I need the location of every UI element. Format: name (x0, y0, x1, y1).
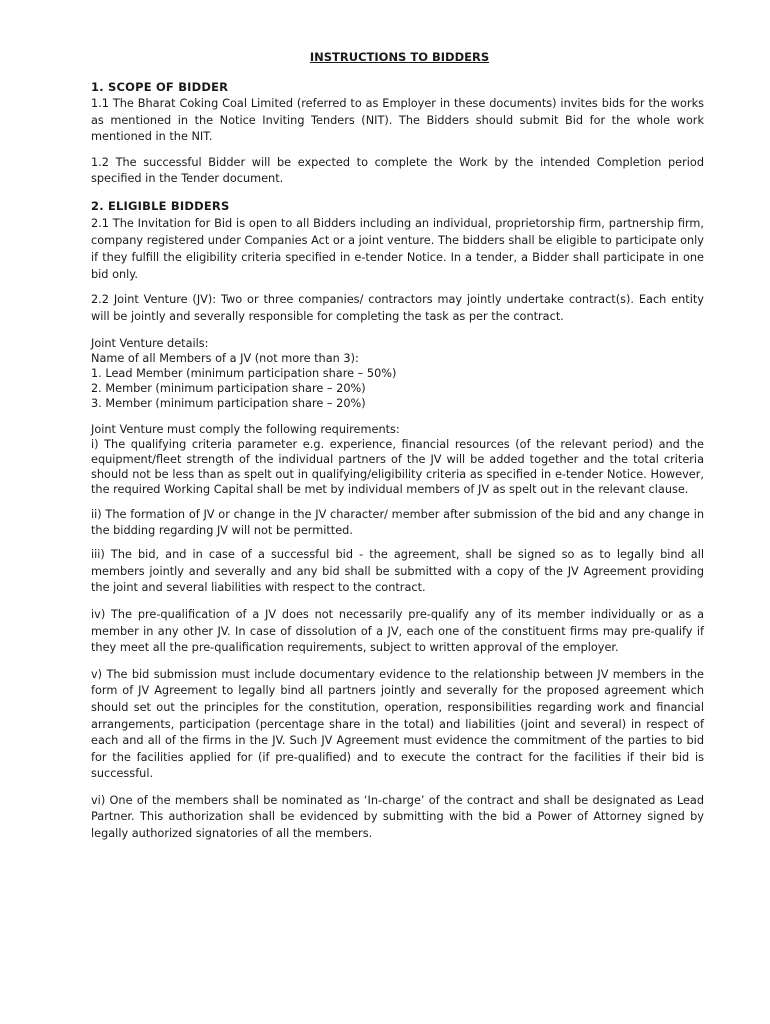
jv-details-heading: Joint Venture details: (91, 337, 209, 351)
requirement-vi: vi) One of the members shall be nominated as ‘In-charge’ of the contract and shall be designated as Lead Partner. This authorization shall be evidenced by submitting with the bid a Power of Attorney signed by legally authorized signatories of all the members. (91, 793, 704, 841)
jv-member-1: 1. Lead Member (minimum participation share – 50%) (91, 367, 397, 381)
paragraph-1-2: 1.2 The successful Bidder will be expected to complete the Work by the intended Completion period specified in the Tender document. (91, 155, 704, 186)
requirement-v: v) The bid submission must include documentary evidence to the relationship between JV members in the form of JV Agreement to legally bind all partners jointly and severally for the proposed agreement which should set out the principles for the constitution, operation, responsibilities regarding work and financial arrangements, participation (percentage share in the total) and liabilities (joint and several) in respect of each and all of the firms in the JV. Such JV Agreement must evidence the commitment of the parties to bid for the facilities applied for (if pre-qualified) and to execute the contract for the facilities if their bid is successful. (91, 667, 704, 781)
paragraph-2-1: 2.1 The Invitation for Bid is open to all Bidders including an individual, proprietorship firm, partnership firm, company registered under Companies Act or a joint venture. The bidders shall be eligible to participate only if they fulfill the eligibility criteria specified in e-tender Notice. In a tender, a Bidder shall participate in one bid only. (91, 216, 704, 281)
jv-member-3: 3. Member (minimum participation share – 20%) (91, 397, 366, 411)
jv-requirements (91, 422, 704, 497)
requirement-iii: iii) The bid, and in case of a successful bid - the agreement, shall be signed so as to legally bind all members jointly and severally and any bid shall be submitted with a copy of the JV Agreement providing the joint and several liabilities with respect to the contract. (91, 548, 704, 595)
paragraph-2-2: 2.2 Joint Venture (JV): Two or three companies/ contractors may jointly undertake contract(s). Each entity will be jointly and severally responsible for completing the task as per the contract. (91, 292, 704, 323)
jv-details (91, 336, 704, 411)
jv-members-label: Name of all Members of a JV (not more than 3): (91, 352, 359, 366)
paragraph-1-1: 1.1 The Bharat Coking Coal Limited (referred to as Employer in these documents) invites bids for the works as mentioned in the Notice Inviting Tenders (NIT). The Bidders should submit Bid for the whole work mentioned in the NIT. (91, 97, 704, 144)
section-heading-scope: 1. SCOPE OF BIDDER (91, 80, 229, 94)
requirement-i: i) The qualifying criteria parameter e.g. experience, financial resources (of the relevant period) and the equipment/fleet strength of the individual partners of the JV will be added together and the total criteria should not be less than as spelt out in qualifying/eligibility criteria as specified in e-tender Notice. However, the required Working Capital shall be met by individual members of JV as spelt out in the relevant clause. (91, 438, 704, 497)
jv-member-2: 2. Member (minimum participation share – 20%) (91, 382, 366, 396)
requirement-iv: iv) The pre-qualification of a JV does not necessarily pre-qualify any of its member individually or as a member in any other JV. In case of dissolution of a JV, each one of the constituent firms may pre-qualify if they meet all the pre-qualification requirements, subject to written approval of the employer. (91, 607, 704, 655)
jv-requirements-intro: Joint Venture must comply the following requirements: (91, 423, 400, 437)
requirement-ii: ii) The formation of JV or change in the JV character/ member after submission of the bid and any change in the bidding regarding JV will not be permitted. (91, 508, 704, 537)
document-title: INSTRUCTIONS TO BIDDERS (309, 50, 490, 64)
section-heading-eligible: 2. ELIGIBLE BIDDERS (91, 198, 230, 213)
document-page (91, 50, 704, 853)
